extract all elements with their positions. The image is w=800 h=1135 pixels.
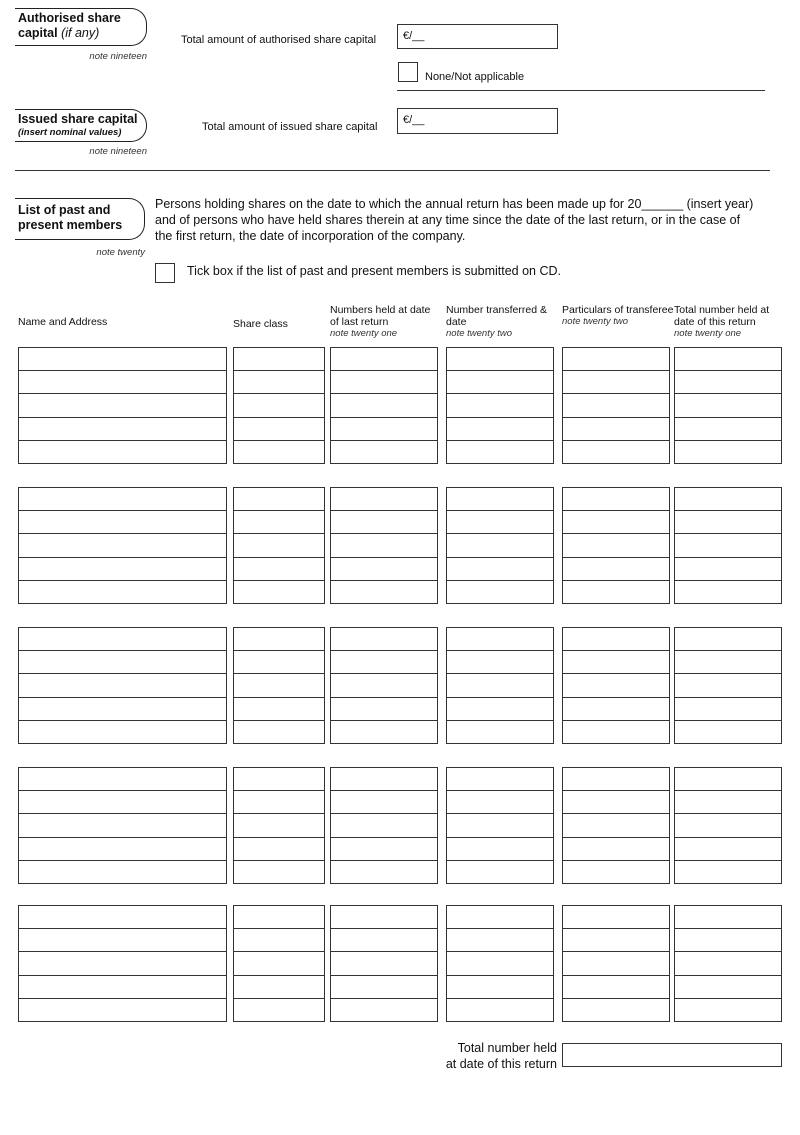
table-cell[interactable] — [674, 533, 782, 557]
table-cell[interactable] — [446, 998, 554, 1022]
table-cell[interactable] — [330, 370, 438, 394]
table-cell[interactable] — [330, 905, 438, 929]
authorised-share-capital-tab — [15, 8, 147, 46]
table-cell[interactable] — [233, 370, 325, 394]
table-cell[interactable] — [233, 487, 325, 511]
table-cell[interactable] — [18, 975, 227, 999]
table-cell[interactable] — [562, 370, 670, 394]
table-cell[interactable] — [674, 417, 782, 441]
table-cell[interactable] — [233, 905, 325, 929]
issued-note: note nineteen — [89, 146, 147, 157]
table-cell[interactable] — [446, 697, 554, 721]
table-cell[interactable] — [446, 767, 554, 791]
members-paragraph-line1: Persons holding shares on the date to which the annual return has been made up for 20______ (insert year) — [155, 197, 754, 211]
table-cell[interactable] — [18, 370, 227, 394]
column-header-1 — [233, 318, 329, 330]
table-cell[interactable] — [674, 440, 782, 464]
table-cell[interactable] — [18, 767, 227, 791]
table-cell[interactable] — [562, 393, 670, 417]
table-cell[interactable] — [674, 627, 782, 651]
table-cell[interactable] — [446, 393, 554, 417]
table-cell[interactable] — [562, 905, 670, 929]
table-cell[interactable] — [233, 860, 325, 884]
table-cell[interactable] — [674, 347, 782, 371]
column-header-5 — [674, 304, 786, 340]
table-cell[interactable] — [674, 487, 782, 511]
table-cell[interactable] — [446, 928, 554, 952]
table-cell[interactable] — [674, 998, 782, 1022]
submitted-on-cd-checkbox[interactable] — [155, 263, 175, 283]
table-cell[interactable] — [18, 440, 227, 464]
issued-tab-sub: (insert nominal values) — [18, 127, 122, 138]
table-cell[interactable] — [233, 580, 325, 604]
table-cell[interactable] — [674, 767, 782, 791]
table-cell[interactable] — [674, 580, 782, 604]
table-cell[interactable] — [330, 417, 438, 441]
table-cell[interactable] — [674, 905, 782, 929]
table-cell[interactable] — [233, 813, 325, 837]
column-header-note: note twenty one — [330, 328, 398, 339]
table-cell[interactable] — [330, 790, 438, 814]
table-cell[interactable] — [233, 417, 325, 441]
column-header-note: note twenty two — [446, 328, 513, 339]
table-cell[interactable] — [233, 510, 325, 534]
table-cell[interactable] — [674, 951, 782, 975]
table-cell[interactable] — [330, 393, 438, 417]
table-cell[interactable] — [330, 928, 438, 952]
table-cell[interactable] — [562, 813, 670, 837]
table-cell[interactable] — [446, 487, 554, 511]
table-cell[interactable] — [18, 627, 227, 651]
table-cell[interactable] — [330, 557, 438, 581]
column-header-label: Total number held at date of this return — [674, 304, 770, 328]
table-cell[interactable] — [18, 533, 227, 557]
table-cell[interactable] — [233, 673, 325, 697]
column-header-0 — [18, 316, 231, 328]
table-cell[interactable] — [233, 650, 325, 674]
issued-share-capital-tab — [15, 109, 147, 142]
table-cell[interactable] — [674, 790, 782, 814]
table-cell[interactable] — [18, 347, 227, 371]
table-cell[interactable] — [674, 673, 782, 697]
table-cell[interactable] — [233, 393, 325, 417]
table-cell[interactable] — [18, 417, 227, 441]
authorised-currency-prefix: €/__ — [403, 30, 425, 42]
table-cell[interactable] — [233, 928, 325, 952]
authorised-amount-field[interactable] — [397, 24, 558, 49]
table-cell[interactable] — [562, 557, 670, 581]
table-cell[interactable] — [446, 905, 554, 929]
table-cell[interactable] — [562, 697, 670, 721]
table-cell[interactable] — [330, 767, 438, 791]
column-header-label: Number transferred & date — [446, 304, 547, 328]
table-cell[interactable] — [233, 627, 325, 651]
table-cell[interactable] — [233, 720, 325, 744]
none-not-applicable-checkbox[interactable] — [398, 62, 418, 82]
members-tab-line1: List of past and — [18, 203, 111, 217]
table-cell[interactable] — [446, 417, 554, 441]
table-cell[interactable] — [446, 533, 554, 557]
total-label-line1: Total number held — [457, 1041, 557, 1055]
column-header-label: Share class — [233, 318, 288, 330]
table-cell[interactable] — [330, 837, 438, 861]
table-cell[interactable] — [446, 580, 554, 604]
members-note: note twenty — [96, 247, 145, 258]
authorised-divider — [397, 90, 765, 91]
table-cell[interactable] — [330, 720, 438, 744]
table-cell[interactable] — [18, 998, 227, 1022]
table-cell[interactable] — [562, 650, 670, 674]
table-cell[interactable] — [330, 860, 438, 884]
table-cell[interactable] — [446, 440, 554, 464]
table-cell[interactable] — [674, 975, 782, 999]
table-cell[interactable] — [562, 347, 670, 371]
table-cell[interactable] — [233, 975, 325, 999]
table-cell[interactable] — [674, 813, 782, 837]
table-cell[interactable] — [18, 487, 227, 511]
table-cell[interactable] — [562, 767, 670, 791]
column-header-label: Name and Address — [18, 316, 108, 328]
table-cell[interactable] — [446, 951, 554, 975]
table-cell[interactable] — [233, 998, 325, 1022]
none-not-applicable-label: None/Not applicable — [425, 71, 525, 83]
table-cell[interactable] — [330, 347, 438, 371]
table-cell[interactable] — [562, 440, 670, 464]
table-cell[interactable] — [446, 627, 554, 651]
table-cell[interactable] — [562, 790, 670, 814]
table-cell[interactable] — [674, 510, 782, 534]
table-cell[interactable] — [18, 813, 227, 837]
table-cell[interactable] — [674, 370, 782, 394]
table-cell[interactable] — [18, 673, 227, 697]
table-cell[interactable] — [562, 837, 670, 861]
table-cell[interactable] — [446, 860, 554, 884]
table-cell[interactable] — [330, 813, 438, 837]
table-cell[interactable] — [446, 370, 554, 394]
table-cell[interactable] — [446, 837, 554, 861]
table-cell[interactable] — [446, 790, 554, 814]
table-cell[interactable] — [674, 393, 782, 417]
total-label-line2: at date of this return — [445, 1057, 557, 1071]
table-cell[interactable] — [562, 487, 670, 511]
table-cell[interactable] — [562, 673, 670, 697]
table-cell[interactable] — [18, 697, 227, 721]
issued-currency-prefix: €/__ — [403, 114, 425, 126]
table-cell[interactable] — [330, 533, 438, 557]
table-cell[interactable] — [562, 580, 670, 604]
table-cell[interactable] — [18, 905, 227, 929]
table-cell[interactable] — [18, 510, 227, 534]
column-header-4 — [562, 304, 674, 328]
table-cell[interactable] — [674, 650, 782, 674]
table-cell[interactable] — [233, 440, 325, 464]
column-header-3 — [446, 304, 558, 340]
table-cell[interactable] — [233, 790, 325, 814]
table-cell[interactable] — [18, 928, 227, 952]
table-cell[interactable] — [446, 347, 554, 371]
table-cell[interactable] — [674, 837, 782, 861]
column-header-note: note twenty two — [562, 316, 629, 327]
members-paragraph-line2: and of persons who have held shares therein at any time since the date of the last return, or in the case of — [155, 213, 741, 227]
table-cell[interactable] — [330, 697, 438, 721]
table-cell[interactable] — [233, 951, 325, 975]
table-cell[interactable] — [18, 557, 227, 581]
table-cell[interactable] — [18, 393, 227, 417]
table-cell[interactable] — [562, 928, 670, 952]
issued-tab-title: Issued share capital — [18, 112, 138, 126]
table-cell[interactable] — [330, 673, 438, 697]
table-cell[interactable] — [233, 837, 325, 861]
members-paragraph-line3: the first return, the date of incorporation of the company. — [155, 229, 466, 243]
authorised-note: note nineteen — [89, 51, 147, 62]
table-cell[interactable] — [562, 720, 670, 744]
table-cell[interactable] — [330, 975, 438, 999]
table-cell[interactable] — [233, 767, 325, 791]
table-cell[interactable] — [674, 720, 782, 744]
table-cell[interactable] — [330, 998, 438, 1022]
table-cell[interactable] — [330, 440, 438, 464]
table-cell[interactable] — [446, 557, 554, 581]
submitted-on-cd-label: Tick box if the list of past and present members is submitted on CD. — [187, 264, 561, 278]
authorised-field-label: Total amount of authorised share capital — [181, 34, 377, 46]
total-number-field[interactable] — [562, 1043, 782, 1067]
total-label — [400, 1040, 557, 1072]
table-cell[interactable] — [233, 697, 325, 721]
table-cell[interactable] — [18, 580, 227, 604]
members-tab-line2: present members — [18, 218, 123, 232]
table-cell[interactable] — [562, 533, 670, 557]
table-cell[interactable] — [446, 673, 554, 697]
table-cell[interactable] — [674, 860, 782, 884]
members-tab — [15, 198, 145, 240]
table-cell[interactable] — [446, 650, 554, 674]
table-cell[interactable] — [562, 417, 670, 441]
table-cell[interactable] — [330, 510, 438, 534]
table-cell[interactable] — [233, 533, 325, 557]
table-cell[interactable] — [674, 557, 782, 581]
table-cell[interactable] — [330, 487, 438, 511]
table-cell[interactable] — [18, 837, 227, 861]
column-header-note: note twenty one — [674, 328, 742, 339]
table-cell[interactable] — [562, 860, 670, 884]
authorised-tab-italic: (if any) — [61, 26, 100, 40]
column-header-2 — [330, 304, 442, 340]
issued-amount-field[interactable] — [397, 108, 558, 134]
section-divider — [15, 170, 770, 171]
table-cell[interactable] — [18, 650, 227, 674]
table-cell[interactable] — [18, 951, 227, 975]
table-cell[interactable] — [562, 951, 670, 975]
table-cell[interactable] — [233, 347, 325, 371]
table-cell[interactable] — [446, 510, 554, 534]
column-header-label: Particulars of transferee — [562, 304, 674, 316]
table-cell[interactable] — [330, 650, 438, 674]
table-cell[interactable] — [18, 860, 227, 884]
authorised-tab-line1: Authorised share — [18, 11, 121, 25]
table-cell[interactable] — [674, 928, 782, 952]
table-cell[interactable] — [562, 975, 670, 999]
table-cell[interactable] — [18, 790, 227, 814]
table-cell[interactable] — [562, 627, 670, 651]
table-cell[interactable] — [330, 627, 438, 651]
column-header-label: Numbers held at date of last return — [330, 304, 431, 328]
table-cell[interactable] — [330, 580, 438, 604]
table-cell[interactable] — [446, 720, 554, 744]
table-cell[interactable] — [233, 557, 325, 581]
table-cell[interactable] — [446, 975, 554, 999]
table-cell[interactable] — [562, 998, 670, 1022]
table-cell[interactable] — [330, 951, 438, 975]
table-cell[interactable] — [446, 813, 554, 837]
table-cell[interactable] — [18, 720, 227, 744]
table-cell[interactable] — [674, 697, 782, 721]
authorised-tab-line2: capital — [18, 26, 58, 40]
issued-field-label: Total amount of issued share capital — [202, 121, 378, 133]
table-cell[interactable] — [562, 510, 670, 534]
